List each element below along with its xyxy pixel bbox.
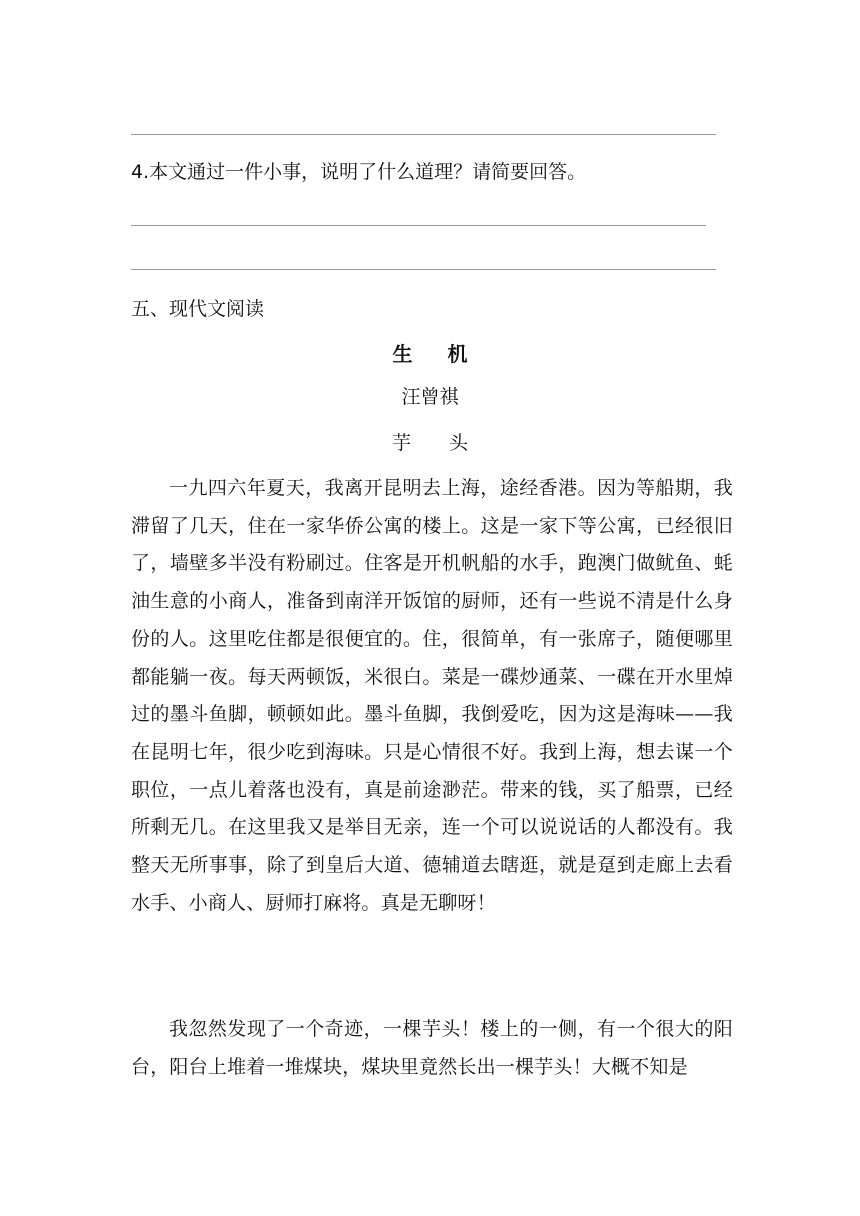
paragraph-2: 我忽然发现了一个奇迹，一棵芋头！楼上的一侧，有一个很大的阳台，阳台上堆着一堆煤块，煤块里竟然长出一棵芋头！大概不知是: [131, 1018, 733, 1078]
section-heading: 五、现代文阅读: [131, 298, 265, 320]
answer-line-top: [131, 134, 716, 135]
article-title: 生 机: [392, 342, 482, 366]
paragraph-1: 一九四六年夏天，我离开昆明去上海，途经香港。因为等船期，我滞留了几天，住在一家华侨公寓的楼上。这是一家下等公寓，已经很旧了，墙壁多半没有粉刷过。住客是开机帆船的水手，跑澳门做鱿鱼、蚝油生意的小商人，准备到南洋开饭馆的厨师，还有一些说不清是什么身份的人。这里吃住都是很便宜的。住，很简单，有一张席子，随便哪里都能躺一夜。每天两顿饭，米很白。菜是一碟炒通菜、一碟在开水里焯过的墨斗鱼脚，顿顿如此。墨斗鱼脚，我倒爱吃，因为这是海味——我在昆明七年，很少吃到海味。只是心情很不好。我到上海，想去谋一个职位，一点儿着落也没有，真是前途渺茫。带来的钱，买了船票，已经所剩无几。在这里我又是举目无亲，连一个可以说说话的人都没有。我整天无所事事，除了到皇后大道、德辅道去瞎逛，就是趸到走廊上去看水手、小商人、厨师打麻将。真是无聊呀！: [131, 477, 733, 914]
question-4: 4.本文通过一件小事，说明了什么道理？请简要回答。: [131, 161, 587, 183]
article-subtitle: 芋 头: [391, 432, 485, 454]
answer-line-1: [131, 225, 706, 226]
answer-line-2: [131, 269, 716, 270]
article-author: 汪曾祺: [401, 386, 459, 408]
